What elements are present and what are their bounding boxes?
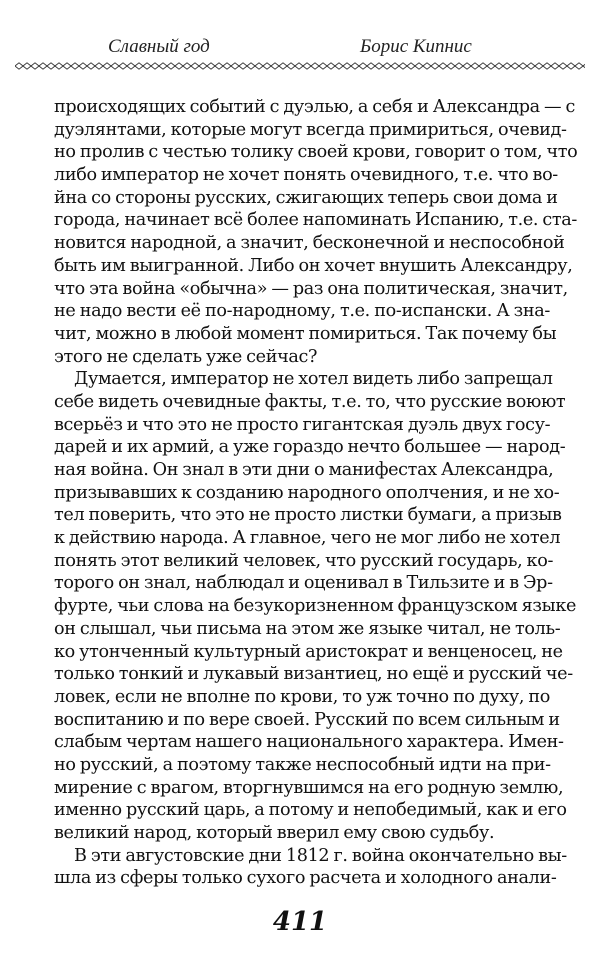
text-line: но русский, а поэтому также неспособный идти на при- <box>54 754 551 775</box>
text-line: ловек, если не вполне по крови, то уж точно по духу, по <box>54 686 551 707</box>
text-line: шла из сферы только сухого расчета и холодного анали- <box>54 868 557 889</box>
text-line: фурте, чьи слова на безукоризненном французском языке <box>54 596 577 617</box>
header-author: Борис Кипнис <box>360 36 472 57</box>
text-line: только тонкий и лукавый византиец, но ещё и русский че- <box>54 664 573 685</box>
text-line: быть им выигранной. Либо он хочет внушить Александру, <box>54 255 573 276</box>
text-line: новится народной, а значит, бесконечной и неспособной <box>54 233 565 254</box>
running-header <box>0 30 600 60</box>
text-line: происходящих событий с дуэлью, а себя и Александра — с <box>54 97 576 117</box>
text-line: ко утонченный культурный аристократ и венценосец, не <box>54 641 563 662</box>
text-line: Думается, император не хотел видеть либо запрещал <box>74 369 553 390</box>
text-line: призывавших к созданию народного ополчения, и не хо- <box>54 482 560 503</box>
text-line: великий народ, который вверил ему свою судьбу. <box>54 823 495 843</box>
text-line: что эта война «обычна» — раз она политическая, значит, <box>54 278 568 299</box>
text-line: но пролив с честью толику своей крови, говорит о том, что <box>54 142 578 163</box>
text-line: этого не сделать уже сейчас? <box>54 346 318 367</box>
text-line: воспитанию и по вере своей. Русский по всем сильным и <box>54 709 560 730</box>
body-text <box>54 96 578 890</box>
text-line: либо император не хочет понять очевидного, т.е. что во- <box>54 165 558 186</box>
text-line: дуэлянтами, которые могут всегда примириться, очевид- <box>54 119 567 140</box>
text-line: к действию народа. А главное, чего не мог либо не хотел <box>54 528 561 549</box>
text-line: В эти августовские дни 1812 г. война окончательно вы- <box>74 845 567 866</box>
text-line: понять этот великий человек, что русский государь, ко- <box>54 550 554 571</box>
text-line: не надо вести её по-народному, т.е. по-испански. А зна- <box>54 301 550 322</box>
text-line: города, начинает всё более напоминать Испанию, т.е. ста- <box>54 210 578 231</box>
text-line: всерьёз и что это не просто гигантская дуэль двух госу- <box>54 414 551 435</box>
text-line: именно русский царь, а потому и непобедимый, как и его <box>54 800 567 821</box>
text-line: тел поверить, что это не просто листки бумаги, а призыв <box>54 505 562 526</box>
page-number: 411 <box>272 907 328 937</box>
text-line: слабым чертам нашего национального характера. Имен- <box>54 732 564 753</box>
text-line: мирение с врагом, вторгнувшимся на его родную землю, <box>54 777 564 798</box>
text-line: дарей и их армий, а уже гораздо нечто большее — народ- <box>54 437 566 458</box>
text-line: йна со стороны русских, сжигающих теперь свои дома и <box>54 187 558 208</box>
text-line: чит, можно в любой момент помириться. Так почему бы <box>54 323 557 344</box>
text-line: себе видеть очевидные факты, т.е. то, что русские воюют <box>54 391 566 412</box>
ornamental-rule <box>15 62 585 70</box>
header-book-title: Славный год <box>108 36 210 57</box>
text-line: торого он знал, наблюдал и оценивал в Тильзите и в Эр- <box>54 573 553 594</box>
text-line: он слышал, чьи письма на этом же языке читал, не толь- <box>54 618 561 639</box>
text-line: ная война. Он знал в эти дни о манифестах Александра, <box>54 460 554 480</box>
